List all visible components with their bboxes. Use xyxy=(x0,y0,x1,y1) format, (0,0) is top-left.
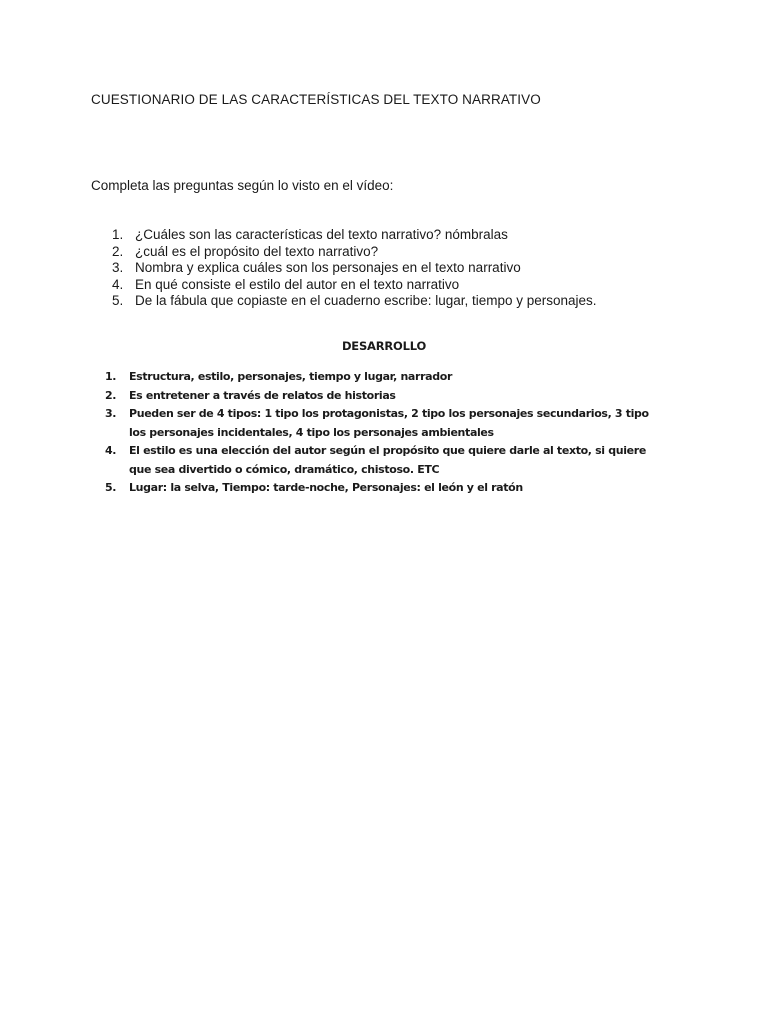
question-text: De la fábula que copiaste en el cuaderno escribe: lugar, tiempo y personajes. xyxy=(135,293,597,308)
instructions-text: Completa las preguntas según lo visto en el vídeo: xyxy=(91,178,394,193)
answer-text: Es entretener a través de relatos de historias xyxy=(129,388,396,402)
question-number: 3. xyxy=(112,260,124,275)
answer-number: 1. xyxy=(105,370,117,383)
answers-list xyxy=(0,368,669,498)
question-text: ¿Cuáles son las características del texto narrativo? nómbralas xyxy=(135,227,508,242)
answers-heading: DESARROLLO xyxy=(341,339,427,353)
answer-text: Lugar: la selva, Tiempo: tarde-noche, Personajes: el león y el ratón xyxy=(129,481,523,494)
answer-number: 3. xyxy=(105,407,117,420)
answer-item xyxy=(0,387,669,406)
answer-text: Pueden ser de 4 tipos: 1 tipo los protagonistas, 2 tipo los personajes secundarios, 3 tipo los personajes incidentales, 4 tipo los personajes ambientales xyxy=(129,407,649,439)
question-text: Nombra y explica cuáles son los personajes en el texto narrativo xyxy=(135,260,521,275)
answer-text: Estructura, estilo, personajes, tiempo y lugar, narrador xyxy=(129,370,453,383)
question-number: 5. xyxy=(112,293,124,308)
question-text: ¿cuál es el propósito del texto narrativo? xyxy=(135,243,379,259)
answer-item xyxy=(0,405,669,442)
answer-number: 5. xyxy=(105,481,117,494)
question-number: 1. xyxy=(112,227,124,242)
answer-item xyxy=(0,479,669,498)
question-number: 2. xyxy=(112,243,124,259)
answer-number: 4. xyxy=(105,444,117,457)
answer-number: 2. xyxy=(105,388,117,402)
question-number: 4. xyxy=(112,276,124,292)
question-text: En qué consiste el estilo del autor en el texto narrativo xyxy=(135,276,460,292)
answer-text: El estilo es una elección del autor según el propósito que quiere darle al texto, si quiere que sea divertido o cómico, dramático, chistoso. ETC xyxy=(129,444,646,476)
answer-item xyxy=(0,368,669,387)
answer-item xyxy=(0,442,669,479)
document-title: CUESTIONARIO DE LAS CARACTERÍSTICAS DEL TEXTO NARRATIVO xyxy=(91,92,541,107)
